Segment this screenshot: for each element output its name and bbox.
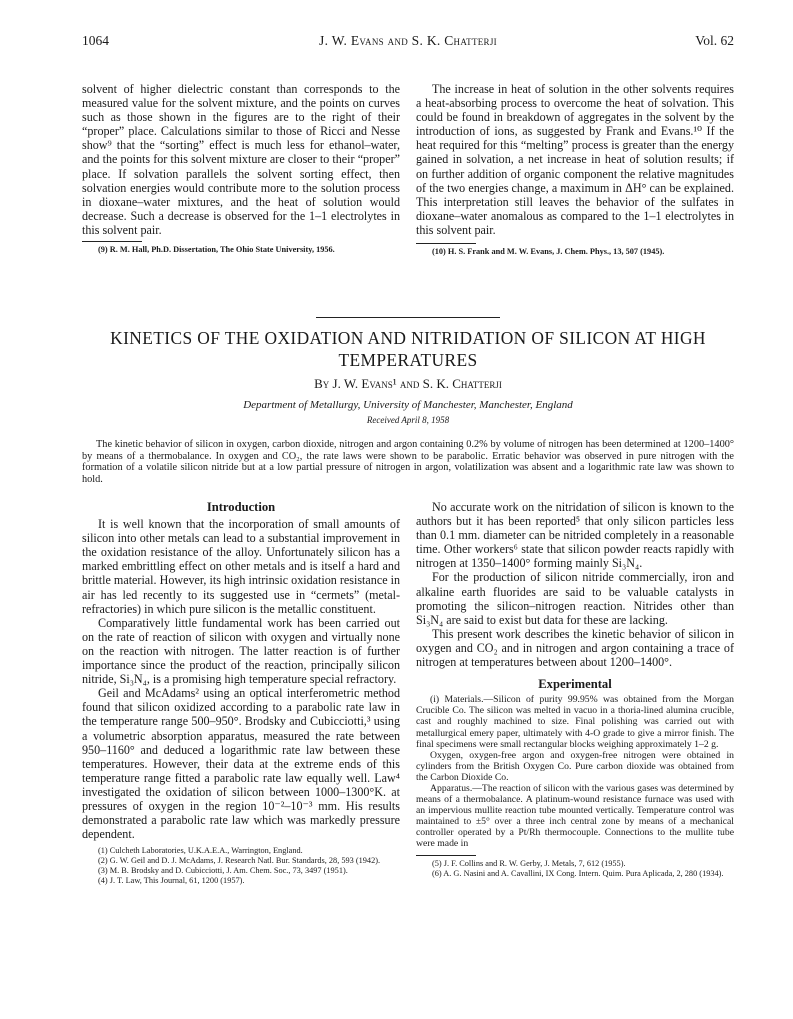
- article-title: [82, 327, 734, 371]
- footnote-5: (5) J. F. Collins and R. W. Gerby, J. Metals, 7, 612 (1955).: [432, 858, 626, 868]
- footnote-9: (9) R. M. Hall, Ph.D. Dissertation, The Ohio State University, 1956.: [98, 245, 335, 255]
- intro-paragraph-3: Geil and McAdams² using an optical interferometric method found that silicon oxidized according to a parabolic rate law in the temperature range 500–950°. Brodsky and Cubicciotti,³ using a volumetric absorption apparatus, measured the rate between 950–1160° and deduced a logarithmic rate law between these temperatures. However, their data at the extreme ends of this temperature range fitted a parabolic rate law equally well. Law⁴ investigated the oxidation of silicon between 1000–1300°K. at pressures of oxygen in the region 10⁻²–10⁻³ mm. His results demonstrated a parabolic rate law which was markedly pressure dependent.: [82, 686, 400, 842]
- footnote-6: (6) A. G. Nasini and A. Cavallini, IX Cong. Intern. Quim. Pura Aplicada, 2, 280 (1934).: [432, 868, 724, 878]
- prev-article-left-column: [82, 82, 400, 255]
- article-right-column: [416, 500, 734, 879]
- prev-article-paragraph: solvent of higher dielectric constant than corresponds to the measured value for the solvent mixture, and the points on curves such as those shown in the figures are to the right of their “proper” place. Calculations similar to those of Ricci and Nesse show⁹ that the “sorting” effect is much less for ethanol–water, and the points for this solvent mixture are closer to their “proper” place. If solvation parallels the solvent sorting effect, then solvation energies would contribute more to the solution process in dioxane–water mixtures, and the heat of solution would decrease. Such a decrease is observed for the 1–1 electrolytes in this solvent pair.: [82, 82, 400, 237]
- author-affiliation: Department of Metallurgy, University of Manchester, Manchester, England: [243, 399, 573, 411]
- footnote-10: (10) H. S. Frank and M. W. Evans, J. Chem. Phys., 13, 507 (1945).: [432, 247, 665, 257]
- experimental-materials: (i) Materials.—Silicon of purity 99.95% was obtained from the Morgan Crucible Co. The silicon was melted in vacuo in a thoria-lined alumina crucible, cast and roughly machined to size. Final polishing was carried out with metallurgical emery paper, ultimately with 4-O grade to give a mirror finish. The final specimens were small rectangular blocks weighing approximately 1–2 g.: [416, 694, 734, 750]
- right-paragraph-2: For the production of silicon nitride commercially, iron and alkaline earth fluorides are said to be valuable catalysts in promoting the silicon–nitrogen reaction. Nitrides other than Si₃N₄ are said to exist but data for these are lacking.: [416, 570, 734, 627]
- experimental-gases: Oxygen, oxygen-free argon and oxygen-free nitrogen were obtained in cylinders from the British Oxygen Co. Pure carbon dioxide was obtained from the Carbon Dioxide Co.: [416, 749, 734, 783]
- intro-paragraph-1: It is well known that the incorporation of small amounts of silicon into other metals can lead to a substantial improvement in the oxidation resistance of the alloy. Unfortunately silicon has a marked embrittling effect on other metals and is itself a hard and brittle material. However, its high intrinsic oxidation resistance in air has led recently to its suggested use in “cermets” (metal-refractories) in which pure silicon is the metallic constituent.: [82, 517, 400, 616]
- article-byline: By J. W. Evans¹ and S. K. Chatterji: [314, 376, 502, 391]
- footnote-3: (3) M. B. Brodsky and D. Cubicciotti, J. Am. Chem. Soc., 73, 3497 (1951).: [98, 866, 348, 876]
- footnote-rule: [416, 243, 476, 244]
- footnote-1: (1) Culcheth Laboratories, U.K.A.E.A., Warrington, England.: [98, 846, 303, 856]
- intro-paragraph-2: Comparatively little fundamental work has been carried out on the rate of reaction of silicon with oxygen and virtually none on the reaction with nitrogen. The latter reaction is of further importance since the product of the reaction, principally silicon nitride, Si₃N₄, is a promising high temperature special refractory.: [82, 615, 400, 687]
- article-title-line1: KINETICS OF THE OXIDATION AND NITRIDATION OF SILICON AT HIGH: [110, 328, 706, 348]
- experimental-heading: Experimental: [538, 677, 612, 692]
- article-left-column: [82, 500, 400, 886]
- received-date: Received April 8, 1958: [366, 415, 450, 425]
- experimental-apparatus: Apparatus.—The reaction of silicon with the various gases was determined by means of a thermobalance. A platinum-wound resistance furnace was used with an impervious mullite reaction tube mounted vertically. Temperature control was maintained to ±5° over a three inch central zone by means of a mechanical controller operated by a Pt/Rh thermocouple. Connections to the mullite tube were made in: [416, 782, 734, 850]
- article-title-line2: TEMPERATURES: [338, 350, 478, 370]
- prev-article-right-column: [416, 82, 734, 257]
- experimental-section: [416, 694, 734, 849]
- right-paragraph-3: This present work describes the kinetic behavior of silicon in oxygen and CO₂ and in nitrogen and argon containing a trace of nitrogen at temperatures between about 1200–1400°.: [416, 626, 734, 670]
- article-abstract: The kinetic behavior of silicon in oxygen, carbon dioxide, nitrogen and argon containing 0.2% by volume of nitrogen has been determined at 1200–1400° by means of a thermobalance. In oxygen and CO₂, the rate laws were shown to be parabolic. Erratic behavior was observed in pure nitrogen with the formation of a volatile silicon nitride but at a low partial pressure of nitrogen in argon, volatilization was absent and a logarithmic rate law was shown to hold.: [82, 439, 734, 485]
- volume-label: Vol. 62: [695, 33, 734, 48]
- footnote-rule: [82, 241, 142, 242]
- running-head-authors: J. W. Evans and S. K. Chatterji: [319, 33, 497, 48]
- footnote-rule: [416, 855, 476, 856]
- article-separator-rule: [316, 317, 500, 318]
- right-paragraph-1: No accurate work on the nitridation of silicon is known to the authors but it has been reported⁵ that only silicon particles less than 0.1 mm. diameter can be nitrided completely in a reasonable time. Other workers⁶ state that silicon powder reacts rapidly with nitrogen at 1350–1400° forming mainly Si₃N₄.: [416, 500, 734, 571]
- prev-article-paragraph: The increase in heat of solution in the other solvents requires a heat-absorbing process to overcome the heat of solvation. This could be found in breakdown of aggregates in the solvent by the introduction of ions, as suggested by Frank and Evans.¹⁰ If the heat required for this “melting” process is greater than the energy gained in solvation, a net increase in heat of solution results; if on further addition of organic component the relative magnitudes of the two energies change, a maximum in ΔH° can be explained. This interpretation still leaves the behavior of the sulfates in dioxane–water anomalous as compared to the 1–1 electrolytes in this solvent pair.: [416, 82, 734, 237]
- page-number: 1064: [82, 33, 109, 48]
- footnote-4: (4) J. T. Law, This Journal, 61, 1200 (1957).: [98, 876, 245, 886]
- running-head: [82, 33, 734, 49]
- footnote-2: (2) G. W. Geil and D. J. McAdams, J. Research Natl. Bur. Standards, 28, 593 (1942).: [98, 856, 381, 866]
- introduction-heading: Introduction: [206, 500, 276, 514]
- intro-footnotes: [82, 846, 400, 886]
